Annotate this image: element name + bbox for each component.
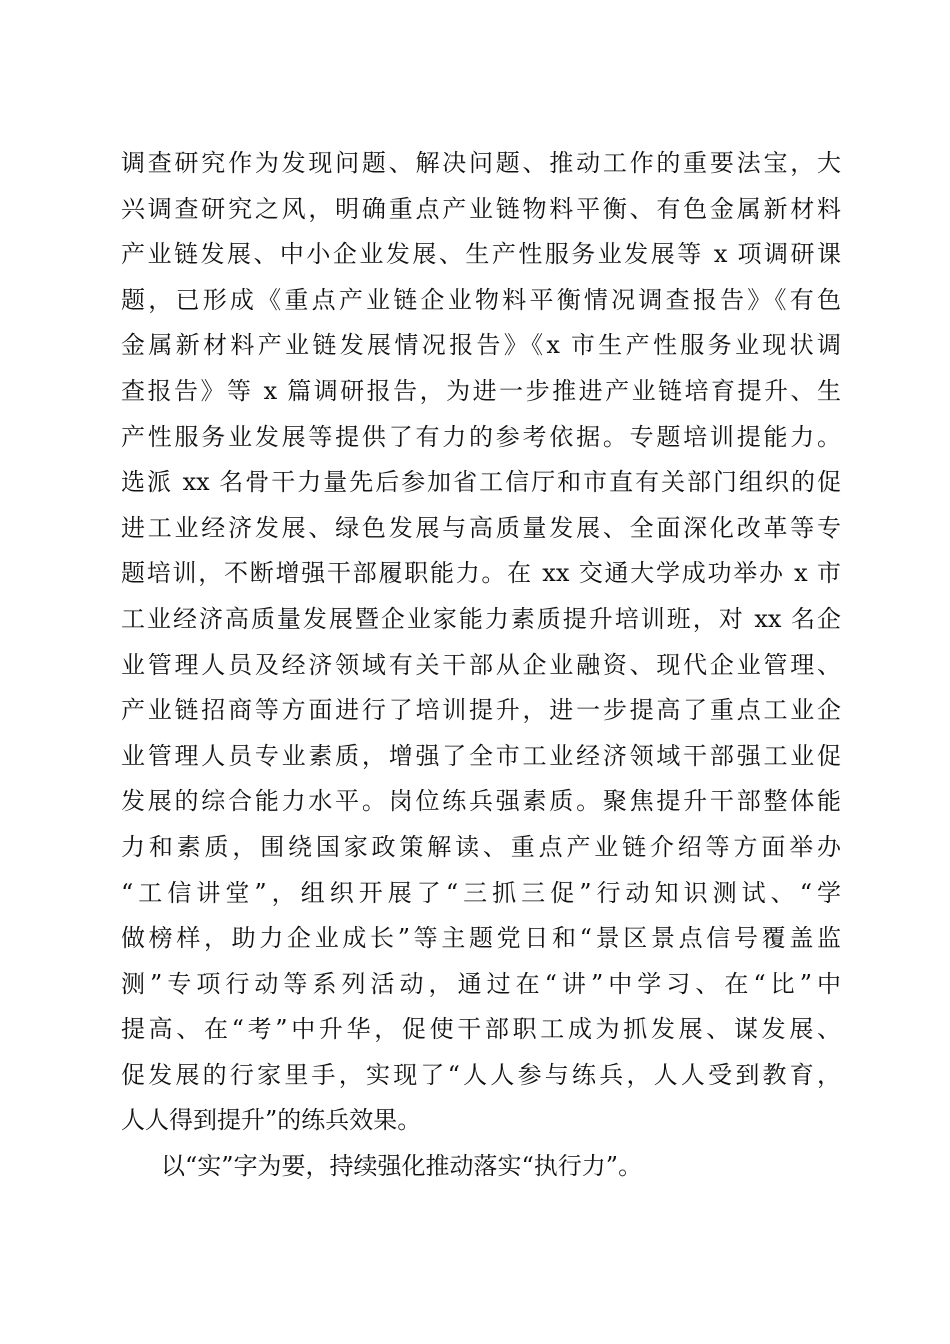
text-line: 题，已形成《重点产业链企业物料平衡情况调查报告》《有色 — [121, 285, 841, 314]
text-line: 业管理人员及经济领域有关干部从企业融资、现代企业管理、 — [121, 650, 841, 679]
text-line: 发展的综合能力水平。岗位练兵强素质。聚焦提升干部整体能 — [121, 787, 841, 816]
text-line: 查报告》等 x 篇调研报告，为进一步推进产业链培育提升、生 — [121, 376, 841, 405]
text-line: 进工业经济发展、绿色发展与高质量发展、全面深化改革等专 — [121, 513, 841, 542]
text-line: 调查研究作为发现问题、解决问题、推动工作的重要法宝，大 — [121, 149, 841, 177]
text-line: 业管理人员专业素质，增强了全市工业经济领域干部强工业促 — [121, 741, 841, 770]
text-line: 提高、在“考”中升华，促使干部职工成为抓发展、谋发展、 — [121, 1015, 841, 1044]
section-heading-line: 以“实”字为要，持续强化推动落实“执行力”。 — [161, 1152, 643, 1181]
text-line: 兴调查研究之风，明确重点产业链物料平衡、有色金属新材料 — [121, 194, 841, 223]
text-line: 题培训，不断增强干部履职能力。在 xx 交通大学成功举办 x 市 — [121, 559, 841, 588]
text-line: 产业链发展、中小企业发展、生产性服务业发展等 x 项调研课 — [121, 240, 841, 269]
text-line: 产性服务业发展等提供了有力的参考依据。专题培训提能力。 — [121, 422, 841, 451]
body-text — [121, 141, 841, 1190]
text-line: 促发展的行家里手，实现了“人人参与练兵，人人受到教育， — [121, 1060, 841, 1089]
text-line: 力和素质，围绕国家政策解读、重点产业链介绍等方面举办 — [121, 832, 841, 861]
text-line: “工信讲堂”，组织开展了“三抓三促”行动知识测试、“学 — [121, 878, 841, 907]
text-line: 选派 xx 名骨干力量先后参加省工信厅和市直有关部门组织的促 — [121, 468, 841, 497]
paragraph-end-line: 人人得到提升”的练兵效果。 — [121, 1106, 422, 1135]
text-line: 做榜样，助力企业成长”等主题党日和“景区景点信号覆盖监 — [121, 924, 841, 953]
text-line: 测”专项行动等系列活动，通过在“讲”中学习、在“比”中 — [121, 969, 841, 998]
text-line: 工业经济高质量发展暨企业家能力素质提升培训班，对 xx 名企 — [121, 604, 841, 633]
text-line: 产业链招商等方面进行了培训提升，进一步提高了重点工业企 — [121, 696, 841, 725]
text-line: 金属新材料产业链发展情况报告》《x 市生产性服务业现状调 — [121, 331, 841, 360]
